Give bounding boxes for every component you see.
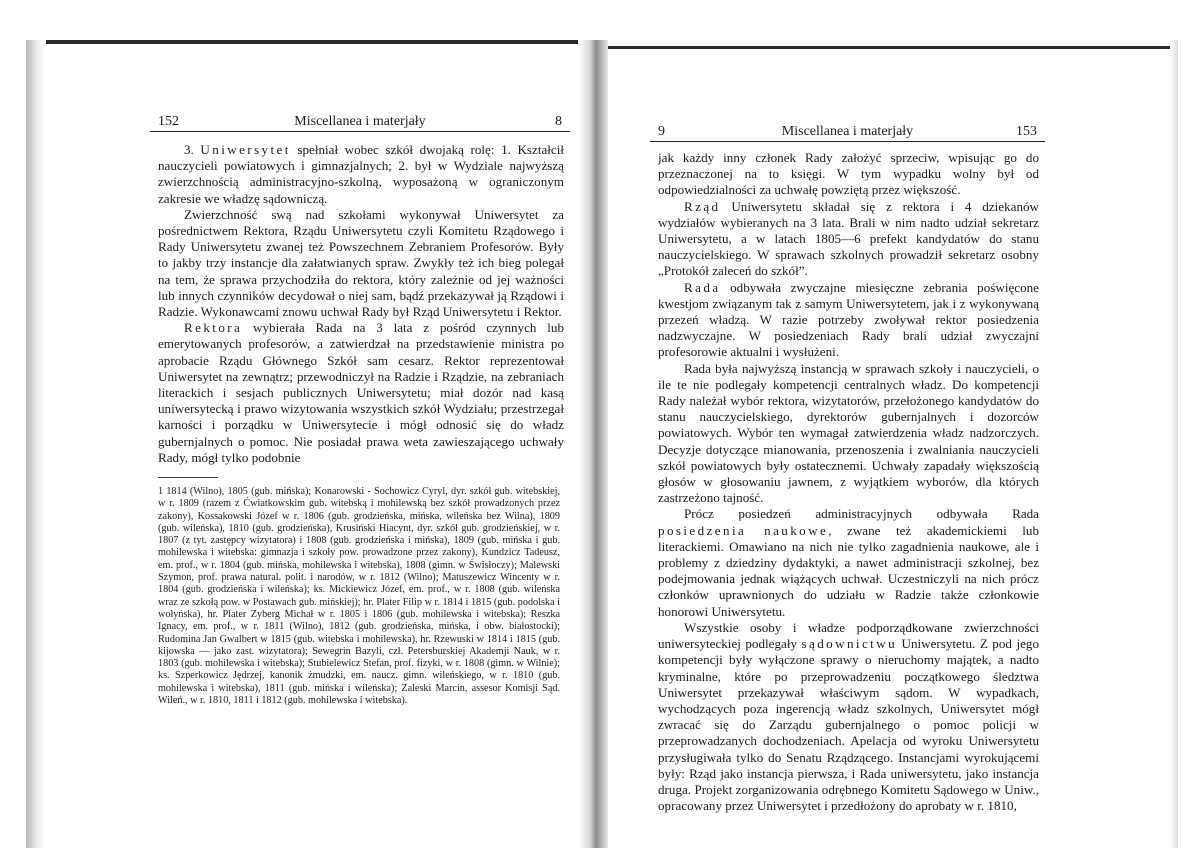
page-number: 152 bbox=[158, 114, 179, 129]
paragraph: Rektora wybierała Rada na 3 lata z pośród czynnych lub emerytowanych profesorów, a zatwierdzał na przedstawienie ministra po aprobacie Rządu Głównego Szkół sam cesarz. Rektor reprezentował Uniwersytet na zewnątrz; przewodniczył na Radzie i Rządzie, na zebraniach literackich i sesjach publicznych Uniwersytetu; miał dozór nad kasą uniwersytecką i prawo wizytowania wszystkich szkół Wydziału; przestrzegał karności i porządku w Uniwersytecie i mógł odnosić się do władz gubernjalnych o pomoc. Nie posiadał prawa weta zawieszającego uchwały Rady, mógł tylko podobnie bbox=[158, 320, 564, 465]
book-gutter bbox=[578, 40, 608, 848]
page-number: 153 bbox=[1016, 124, 1037, 139]
header-rule bbox=[150, 131, 570, 132]
header-rule bbox=[650, 141, 1045, 142]
book-edge-top-right bbox=[608, 46, 1170, 49]
footnote: 1 1814 (Wilno), 1805 (gub. mińska); Konarowski - Sochowicz Cyryl, dyr. szkół gub. witebskiej, w r. 1809 (razem z Ćwiatkowskim gub. witebską i mohilewską bez szkół prowadzonych przez zakony), Kossakowski Józef w r. 1806 (gub. grodzieńska, mińska, wileńska bez Wilna), 1809 (gub. wileńska), 1810 (gub. grodzieńska), Krusiński Hiacynt, dyr. szkół gub. grodzieńskiej, w r. 1807 (z tyt. zastępcy wizytatora) i 1808 (gub. grodzieńska i mińska), 1809 (gub. mińska i gub. mohilewska i witebska: gimnazja i szkoły pow. prowadzone przez zakony), Kundzicz Tadeusz, em. prof., w r. 1804 (gub. mińska, mohilewska i witebska), 1808 (gimn. w Świsłoczy); Malewski Szymon, prof. prawa natural. polit. i narodów, w r. 1812 (Wilno); Matuszewicz Wincenty w r. 1804 (gub. grodzieńska i wileńska); ks. Mickiewicz Józef, em. prof., w r. 1808 (gub. wileńska wraz ze szkołą pow. w Postawach gub. mińskiej); hr. Plater Filip w r. 1814 i 1815 (gub. podolska i wołyńska), hr. Plater Zyberg Michał w r. 1805 i 1806 (gub. mohilewska i witebska); Reszka Ignacy, em. prof., w r. 1811 (Wilno), 1812 (gub. grodzieńska, mińska, i obw. białostocki); Rudomina Jan Gwalbert w 1815 (gub. witebska i mohilewska), hr. Rzewuski w 1814 i 1815 (gub. kijowska — jako zast. wizytatora); Sewegrin Bazyli, czł. Petersburskiej Akademji Nauk, w r. 1803 (gub. mohilewska i witebska); Stubielewicz Stefan, prof. fizyki, w r. 1808 (gimn. w Wilnie); ks. Szperkowicz Jędrzej, kanonik żmudzki, em. naucz. gimn. wileńskiego, w r. 1810 (gub. mohilewska i witebska), 1811 (gub. mińska i wileńska); Zaleski Marcin, assesor Komisji Sąd. Wileń., w r. 1810, 1811 i 1812 (gub. mohilewska i witebska). bbox=[158, 486, 560, 707]
paragraph: Rząd Uniwersytetu składał się z rektora i 4 dziekanów wydziałów wybieranych na 3 lata. Brali w nim nadto udział sekretarz Uniwersytetu, a w latach 1805—6 prefekt kandydatów do stanu nauczycielskiego. W sprawach szkolnych prowadził sekretarz osobny „Protokół zaleceń do szkół”. bbox=[658, 198, 1039, 279]
paragraph: Zwierzchność swą nad szkołami wykonywał Uniwersytet za pośrednictwem Rektora, Rządu Uniwersytetu czyli Komitetu Rządowego i Rady Uniwersytetu zwanej też Powszechnem Zebraniem Profesorów. Były to jakby trzy instancje dla załatwianych spraw. Zwykły też ich bieg polegał na tem, że sprawa przychodziła do rektora, który zależnie od jej ważności lub innych czynników decydował o niej sam, bądź przekazywał ją Rządowi i Radzie. Wykonawcami znowu uchwał Rady był Rząd Uniwersytetu i Rektor. bbox=[158, 206, 564, 320]
paragraph: 3. Uniwersytet spełniał wobec szkół dwojaką rolę: 1. Kształcił nauczycieli powiatowych i gimnazjalnych; 2. był w Wydziale najwyższą zwierzchnością administracyjno-szkolną, wyposażoną w ograniczonym zakresie we władzę sądowniczą. bbox=[158, 142, 564, 206]
left-page-header bbox=[150, 110, 570, 132]
paragraph: Wszystkie osoby i władze podporządkowane zwierzchności uniwersyteckiej podlegały sądownictwu Uniwersytetu. Z pod jego kompetencji były wyłączone sprawy o nieruchomy majątek, a nadto kryminalne, które po przeprowadzeniu początkowego śledztwa Uniwersytet przekazywał właściwym sądom. W wypadkach, wychodzących poza ingerencją władz szkolnych, Uniwersytet mógł zwracać się do Zarządu gubernjalnego o pomoc policji w przeprowadzanych dochodzeniach. Apelacja od wyroku Uniwersytetu przysługiwała tylko do Senatu Rządzącego. Instancjami wyrokującemi były: Rząd jako instancja pierwsza, i Rada uniwersytetu, jako instancja druga. Projekt zorganizowania odrębnego Komitetu Sądowego w Uniw., opracowany przez Uniwersytet i przedłożony do aprobaty w r. 1810, bbox=[658, 619, 1039, 814]
paragraph: Rada odbywała zwyczajne miesięczne zebrania poświęcone kwestjom związanym tak z samym Uniwersytetem, jak i z wykonywaną przezeń władzą. W razie potrzeby zwoływał rektor posiedzenia nadzwyczajne. W posiedzeniach Rady brali udział zwyczajni profesorowie aktualni i wysłużeni. bbox=[658, 279, 1039, 360]
paragraph: Rada była najwyższą instancją w sprawach szkoły i nauczycieli, o ile te nie podlegały kompetencji centralnych władz. Do kompetencji Rady należał wybór rektora, wizytatorów, przełożonego kandydatów do stanu nauczycielskiego, dyrektorów gubernjalnych i dozorców powiatowych. Wybór ten wymagał zatwierdzenia władz nadzorczych. Decyzje dotyczące mianowania, przenoszenia i zwalniania nauczycieli szkół powiatowych były ostatecznemi. Uchwały zapadały większością głosów w głosowaniu jawnem, z wyjątkiem wyborów, dla których zastrzeżono tajność. bbox=[658, 360, 1039, 506]
secondary-page-number: 8 bbox=[555, 114, 562, 129]
left-page-body bbox=[158, 142, 564, 466]
book-edge-top-left bbox=[30, 40, 578, 44]
running-title: Miscellanea i materjały bbox=[781, 124, 914, 139]
book-binding-left bbox=[26, 40, 46, 848]
paragraph: Prócz posiedzeń administracyjnych odbywała Rada posiedzenia naukowe, zwane też akademickiemi lub literackiemi. Omawiano na nich nie tylko zagadnienia naukowe, ale i problemy z dziedziny dydaktyki, a nawet administracji szkolnej, bez podejmowania jednak wiążących uchwał. Uczestniczyli na nich prócz członków uprawnionych do udziału w Radzie także członkowie honorowi Uniwersytetu. bbox=[658, 506, 1039, 619]
footnote-rule bbox=[158, 477, 218, 478]
paragraph: jak każdy inny członek Rady założyć sprzeciw, wpisując go do przeznaczonej na to księgi. W tym wypadku wolny był od odpowiedzialności za uchwałę powziętą przez większość. bbox=[658, 150, 1039, 198]
right-page-header bbox=[650, 120, 1045, 142]
right-page-body bbox=[658, 150, 1039, 814]
secondary-page-number: 9 bbox=[658, 124, 665, 139]
book-binding-right bbox=[1170, 40, 1178, 848]
running-title: Miscellanea i materjały bbox=[294, 114, 426, 129]
